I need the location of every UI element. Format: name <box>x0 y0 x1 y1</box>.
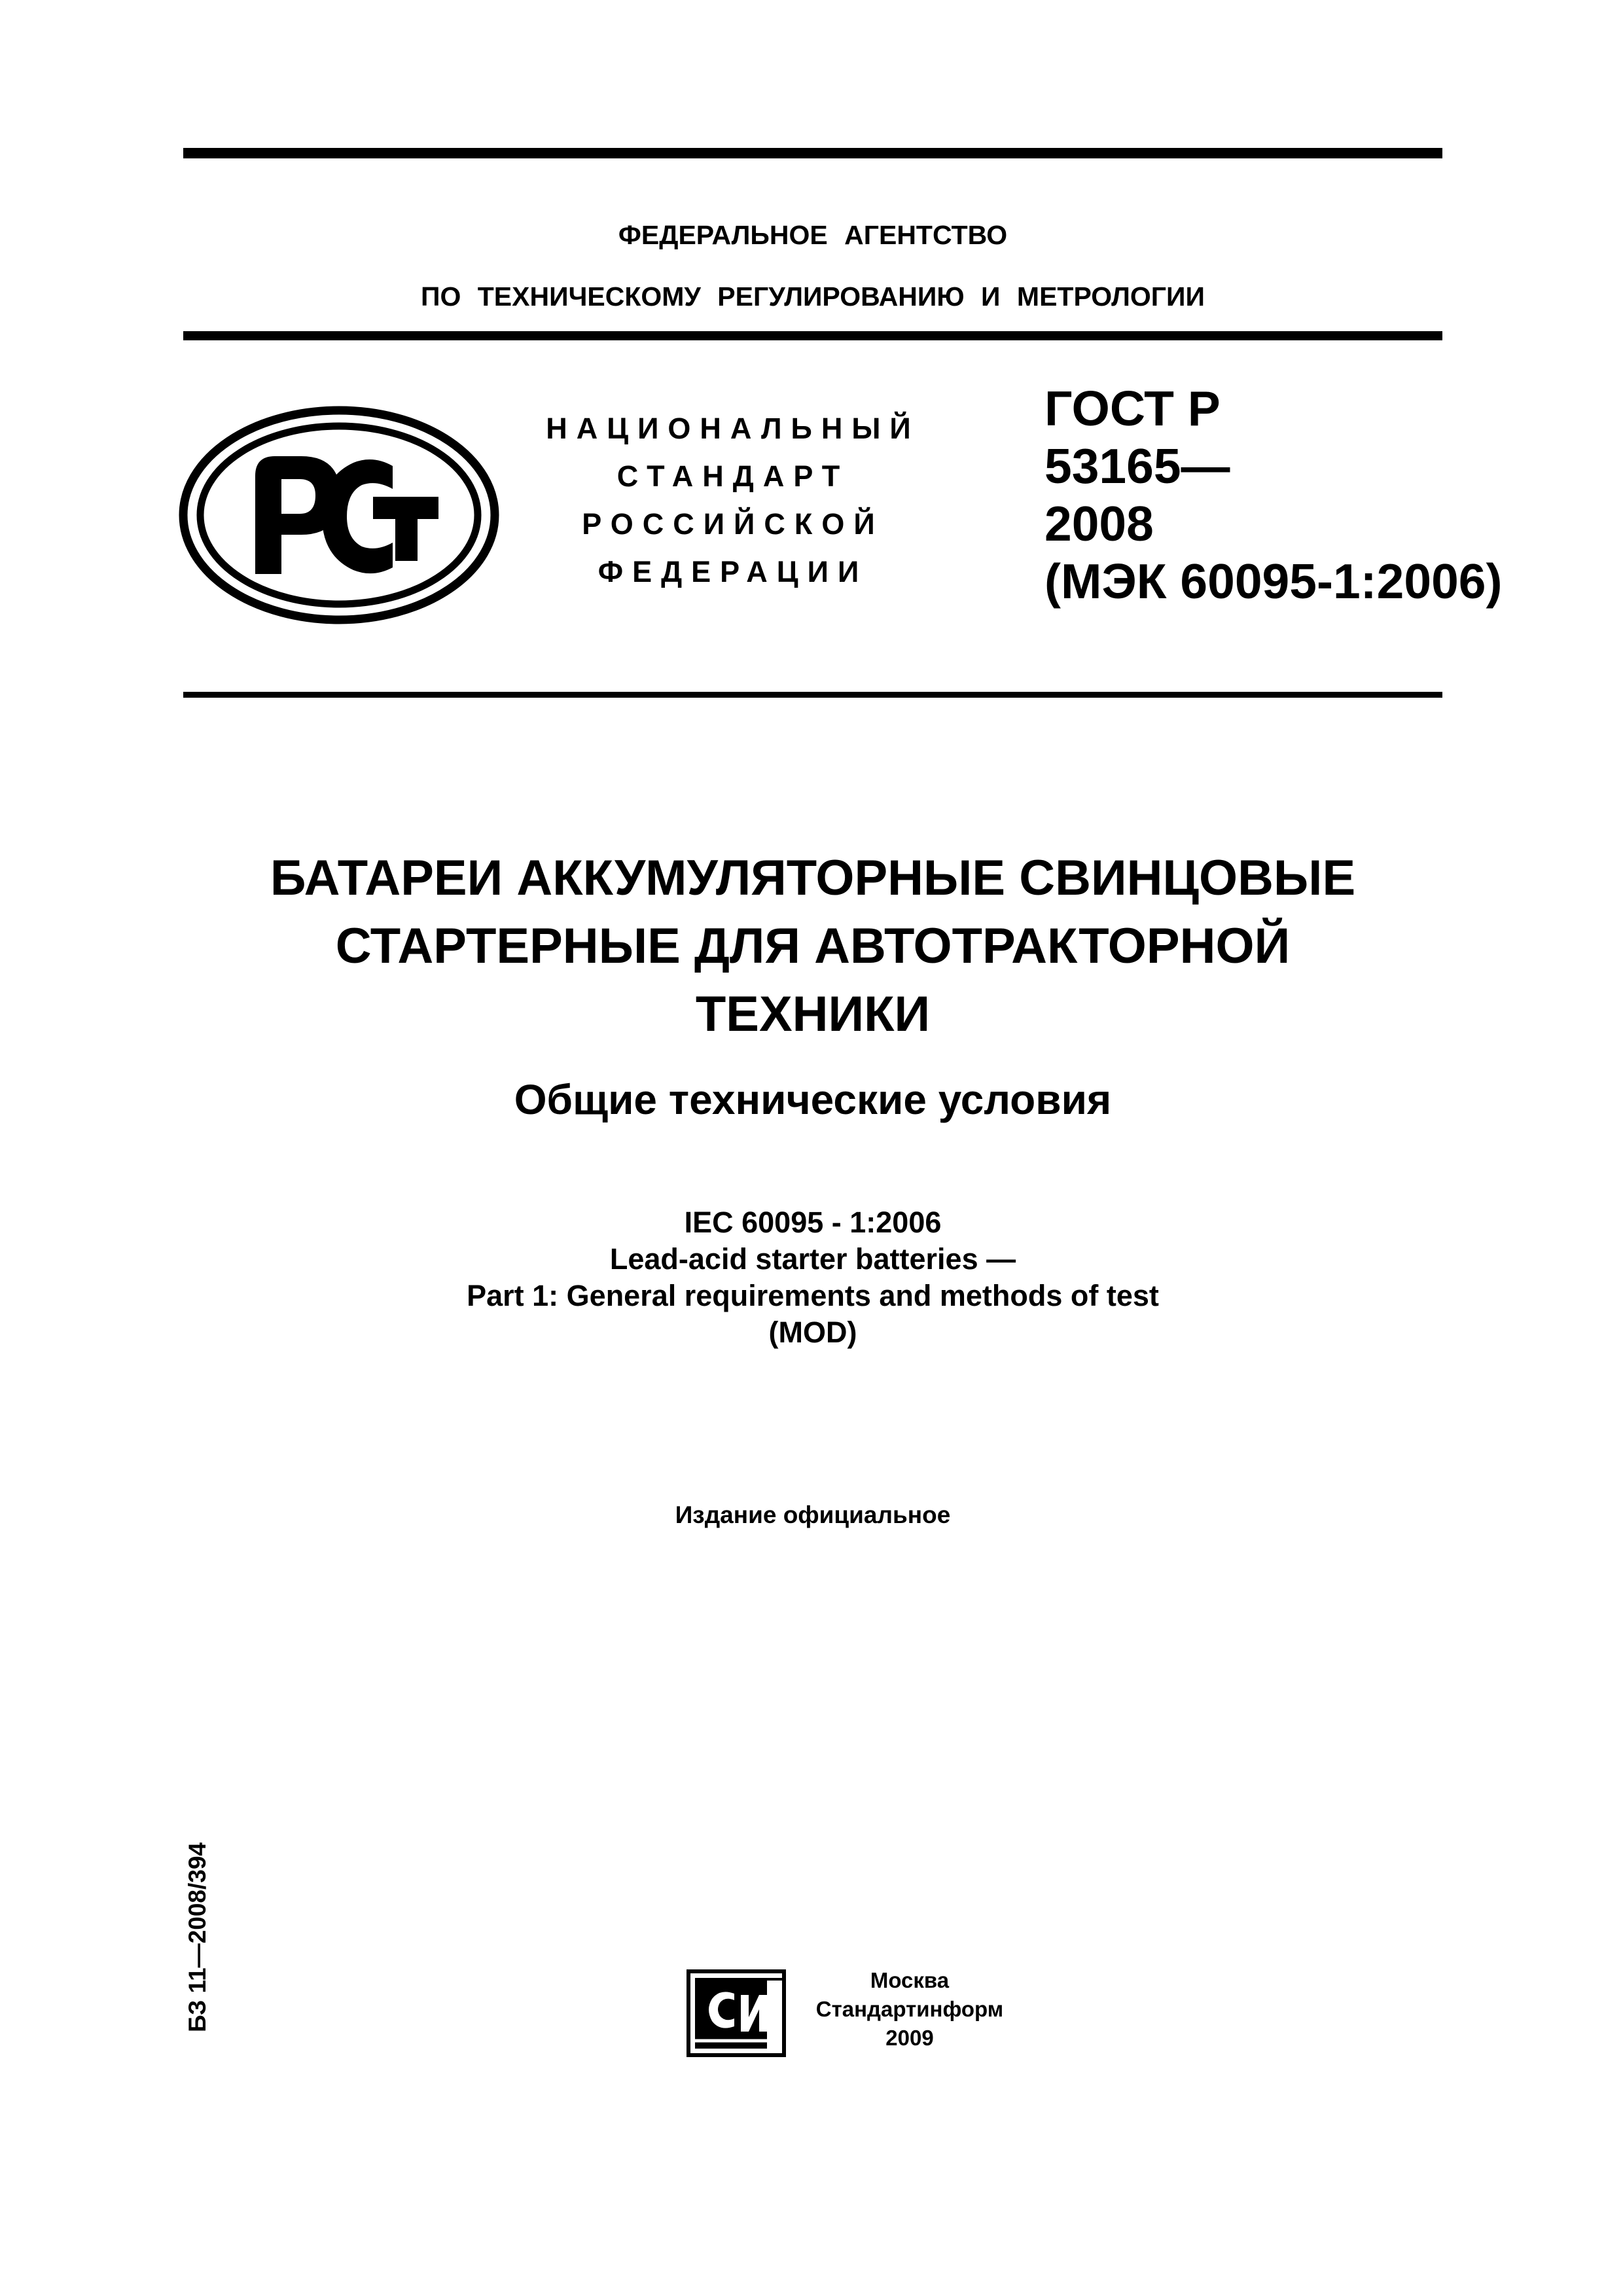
gost-r-mark-icon <box>177 404 504 630</box>
iec-line-4: (MOD) <box>768 1316 857 1349</box>
designation-prefix: ГОСТ Р <box>1044 381 1221 436</box>
edition-note: Издание официальное <box>675 1501 951 1528</box>
top-rule <box>183 148 1442 158</box>
title-line-1: БАТАРЕИ АККУМУЛЯТОРНЫЕ СВИНЦОВЫЕ <box>270 850 1356 906</box>
agency-line-1: ФЕДЕРАЛЬНОЕ АГЕНТСТВО <box>618 220 1008 250</box>
side-code-text: БЗ 11—2008/394 <box>184 1842 211 2033</box>
side-code <box>152 1842 217 2033</box>
iec-line-2: Lead-acid starter batteries — <box>609 1242 1016 1276</box>
standard-type <box>510 404 955 596</box>
standard-type-line-1: НАЦИОНАЛЬНЫЙ <box>546 412 920 445</box>
publisher-city: Москва <box>870 1968 950 1992</box>
publisher-year: 2009 <box>885 2026 934 2050</box>
title-line-2: СТАРТЕРНЫЕ ДЛЯ АВТОТРАКТОРНОЙ <box>335 918 1291 974</box>
document-subtitle: Общие технические условия <box>514 1076 1112 1123</box>
international-reference <box>183 1204 1442 1351</box>
publisher-name: Стандартинформ <box>815 1997 1004 2021</box>
middle-rule <box>183 331 1442 340</box>
designation-year: 2008 <box>1044 496 1154 551</box>
designation-equivalent: (МЭК 60095-1:2006) <box>1044 554 1503 609</box>
standard-type-line-2: СТАНДАРТ <box>616 459 849 493</box>
standard-type-line-4: ФЕДЕРАЦИИ <box>597 555 868 588</box>
designation-number: 53165— <box>1044 439 1230 493</box>
iec-line-1: IEC 60095 - 1:2006 <box>684 1206 942 1239</box>
iec-line-3: Part 1: General requirements and methods of test <box>467 1279 1159 1312</box>
document-title <box>183 844 1442 1049</box>
agency-header <box>183 204 1442 327</box>
title-line-3: ТЕХНИКИ <box>695 986 931 1042</box>
agency-line-2: ПО ТЕХНИЧЕСКОМУ РЕГУЛИРОВАНИЮ И МЕТРОЛОГИИ <box>421 281 1205 312</box>
standard-type-line-3: РОССИЙСКОЙ <box>582 507 884 541</box>
lower-rule <box>183 692 1442 698</box>
standard-designation <box>1044 380 1502 610</box>
standartinform-logo-icon <box>686 1969 787 2058</box>
publisher-info <box>792 1966 1027 2053</box>
